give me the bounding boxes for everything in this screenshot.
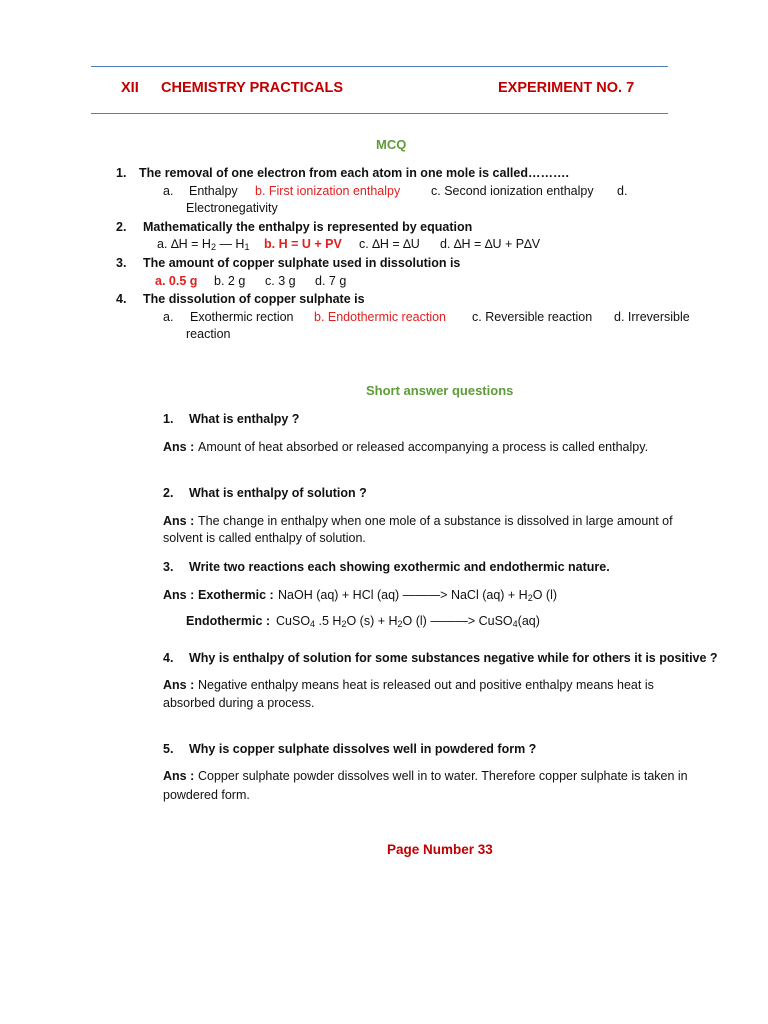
short-q4-number: 4. <box>163 651 174 665</box>
mcq-q4-option-d: d. Irreversible <box>614 310 690 324</box>
short-q1-answer: Amount of heat absorbed or released accompanying a process is called enthalpy. <box>198 440 649 454</box>
mcq-q2-option-a: $\Delta H = H_2$ — $H_1$ <box>171 237 250 252</box>
mcq-q1-text: The removal of one electron from each atom in one mole is called………. <box>139 166 569 180</box>
header-class: XII <box>121 80 139 96</box>
short-q2-answer-line1: The change in enthalpy when one mole of a substance is dissolved in large amount of <box>198 514 673 528</box>
header-bottom-rule <box>91 113 668 114</box>
short-q3-text: Write two reactions each showing exothermic and endothermic nature. <box>189 560 610 574</box>
short-q3-endothermic-label: Endothermic : <box>186 614 271 628</box>
mcq-q4-option-a-label: a. <box>163 310 174 324</box>
short-q1-number: 1. <box>163 412 174 426</box>
mcq-q3-option-d: d. 7 g <box>315 274 347 288</box>
short-q4-text: Why is enthalpy of solution for some substances negative while for others it is positive ? <box>189 651 718 665</box>
mcq-q3-option-a-answer: a. 0.5 g <box>155 274 198 288</box>
mcq-q2-option-b-answer: b. H = U + PV <box>264 237 342 251</box>
short-q3-number: 3. <box>163 560 174 574</box>
short-q2-answer-line2: solvent is called enthalpy of solution. <box>163 531 366 545</box>
mcq-q4-option-c: c. Reversible reaction <box>472 310 593 324</box>
short-q4-ans-label: Ans : <box>163 678 195 692</box>
short-q5-number: 5. <box>163 742 174 756</box>
header-title: CHEMISTRY PRACTICALS <box>161 80 344 96</box>
mcq-q2-option-d: d. ∆H = ∆U + P∆V <box>440 237 541 251</box>
mcq-q1-option-a: Enthalpy <box>189 184 238 198</box>
mcq-q1-option-d: Electronegativity <box>186 201 278 215</box>
short-q4-answer-line2: absorbed during a process. <box>163 696 315 710</box>
mcq-q2-option-c: c. ∆H = ∆U <box>359 237 420 251</box>
header-experiment: EXPERIMENT NO. 7 <box>498 80 635 96</box>
mcq-q4-option-b-answer: b. Endothermic reaction <box>314 310 447 324</box>
short-q2-text: What is enthalpy of solution ? <box>189 486 367 500</box>
short-q5-answer-line2: powdered form. <box>163 788 250 802</box>
short-q3-exothermic-label: Exothermic : <box>198 588 274 602</box>
short-answer-heading: Short answer questions <box>366 383 514 398</box>
mcq-q1-option-b-answer: b. First ionization enthalpy <box>255 184 401 198</box>
page-number: Page Number 33 <box>387 842 493 857</box>
mcq-q3-option-c: c. 3 g <box>265 274 296 288</box>
mcq-q3-option-b: b. 2 g <box>214 274 246 288</box>
mcq-q1-option-a-label: a. <box>163 184 174 198</box>
mcq-q1-number: 1. <box>116 166 127 180</box>
mcq-q3-number: 3. <box>116 256 127 270</box>
mcq-q2-number: 2. <box>116 220 127 234</box>
mcq-q3-text: The amount of copper sulphate used in dissolution is <box>143 256 461 270</box>
short-q3-exothermic-equation: NaOH (aq) + HCl (aq) ———> NaCl $(aq) + H_2O$ (l) <box>278 588 558 603</box>
short-q3-endothermic-equation: CuSO$_4$ .5 $H_2O$ $(s) + H_2O$ (l) ———> CuSO$_4$(aq) <box>276 614 540 629</box>
mcq-q1-option-c: c. Second ionization enthalpy <box>431 184 594 198</box>
mcq-q1-option-d-label: d. <box>617 184 628 198</box>
short-q2-ans-label: Ans : <box>163 514 195 528</box>
mcq-q4-number: 4. <box>116 292 127 306</box>
short-q5-answer-line1: Copper sulphate powder dissolves well in to water. Therefore copper sulphate is taken in <box>198 769 688 783</box>
short-q2-number: 2. <box>163 486 174 500</box>
header-top-rule <box>91 66 668 67</box>
mcq-q2-text: Mathematically the enthalpy is represented by equation <box>143 220 473 234</box>
short-q5-ans-label: Ans : <box>163 769 195 783</box>
mcq-q4-text: The dissolution of copper sulphate is <box>143 292 365 306</box>
short-q1-ans-label: Ans : <box>163 440 195 454</box>
mcq-heading: MCQ <box>376 137 407 152</box>
short-q4-answer-line1: Negative enthalpy means heat is released out and positive enthalpy means heat is <box>198 678 654 692</box>
short-q5-text: Why is copper sulphate dissolves well in powdered form ? <box>189 742 537 756</box>
short-q1-text: What is enthalpy ? <box>189 412 300 426</box>
mcq-q4-option-d-continued: reaction <box>186 327 231 341</box>
short-q3-ans-label: Ans : <box>163 588 195 602</box>
mcq-q4-option-a: Exothermic rection <box>190 310 294 324</box>
mcq-q2-option-a-label: a. <box>157 237 168 251</box>
